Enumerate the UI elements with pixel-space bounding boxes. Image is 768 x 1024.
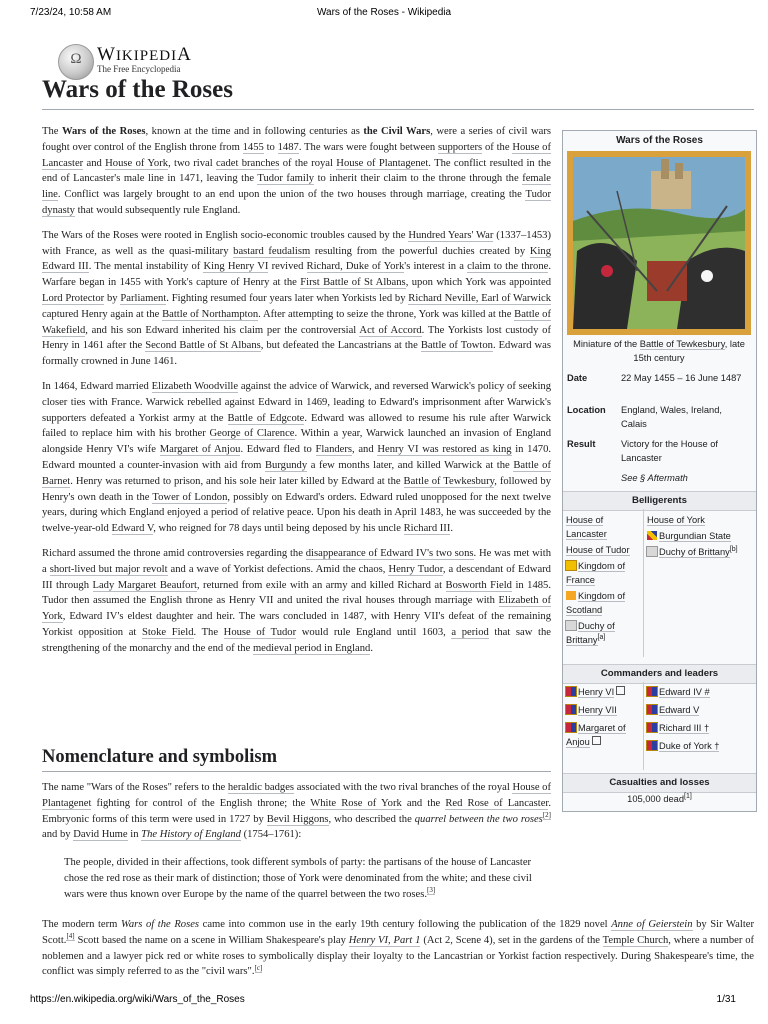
print-page-title: Wars of the Roses - Wikipedia: [316, 7, 452, 18]
commander-richard-iii[interactable]: Richard III †: [647, 721, 751, 735]
caption-link-tewkesbury[interactable]: Battle of Tewkesbury: [639, 339, 725, 349]
link-lord-protector[interactable]: Lord Protector: [42, 292, 105, 304]
belligerents-divider: [643, 509, 644, 657]
link-house-of-plantagenet[interactable]: House of Plantagenet: [336, 157, 429, 169]
anjou-arms-icon: [566, 723, 576, 732]
link-george-of-clarence[interactable]: George of Clarence: [209, 428, 295, 440]
link-cadet-branches[interactable]: cadet branches: [216, 157, 280, 169]
burgundy-flag-icon: [647, 531, 657, 540]
wikipedia-wordmark[interactable]: [97, 44, 192, 74]
commanders-left: [566, 685, 640, 749]
belligerents-left: [566, 513, 640, 647]
link-battle-edgcote[interactable]: Battle of Edgcote: [227, 412, 305, 424]
commander-duke-of-york[interactable]: Duke of York †: [647, 739, 751, 753]
belligerents-right: [647, 513, 751, 559]
link-henry-vi[interactable]: King Henry VI: [203, 261, 269, 273]
link-david-hume[interactable]: David Hume: [73, 829, 128, 841]
scotland-flag-icon: [566, 591, 576, 600]
surrender-flag-icon: [592, 736, 601, 745]
ref-c[interactable]: [c]: [254, 963, 263, 972]
commanders-header: Commanders and leaders: [563, 664, 756, 684]
belligerent-brittany-left[interactable]: Duchy of Brittany[a]: [566, 621, 615, 645]
link-edward-iii[interactable]: King Edward III: [42, 245, 551, 273]
link-house-of-york[interactable]: House of York: [105, 157, 169, 169]
result-label: Result: [567, 439, 596, 449]
casualties-value: 105,000 dead: [627, 794, 685, 804]
infobox-title: Wars of the Roses: [616, 135, 703, 146]
link-bevil-higgons[interactable]: Bevil Higgons: [266, 813, 329, 825]
link-supporters[interactable]: supporters: [438, 141, 483, 153]
blockquote-hume: The people, divided in their affections, took different symbols of party: the partisans of the house of Lancaster chose the red rose as their mark of distinction; those of York were denominated from the white; and these civil wars were thus known over Europe by the name of the quarrel between the two roses.[3]: [64, 857, 532, 900]
link-elizabeth-woodville[interactable]: Elizabeth Woodville: [151, 380, 239, 392]
commander-henry-vii[interactable]: Henry VII: [566, 703, 640, 717]
battle-miniature-image[interactable]: [567, 151, 751, 335]
link-richard-iii[interactable]: Richard III: [403, 523, 451, 535]
link-heraldic-badges[interactable]: heraldic badges: [227, 782, 295, 793]
link-female-line[interactable]: female line: [42, 173, 552, 201]
link-stoke-field[interactable]: Stoke Field: [141, 626, 194, 638]
link-house-of-tudor[interactable]: House of Tudor: [223, 626, 297, 638]
link-edward-v[interactable]: Edward V: [111, 523, 154, 535]
link-first-st-albans[interactable]: First Battle of St Albans: [300, 277, 406, 289]
print-url: https://en.wikipedia.org/wiki/Wars_of_the_Roses: [30, 994, 245, 1005]
print-datetime: 7/23/24, 10:58 AM: [30, 7, 112, 18]
link-bosworth-field[interactable]: Bosworth Field: [445, 579, 512, 591]
link-flanders[interactable]: Flanders: [315, 444, 353, 456]
result-see-aftermath[interactable]: See § Aftermath: [621, 473, 688, 483]
link-medieval-period[interactable]: medieval period in England: [252, 642, 371, 654]
link-burgundy[interactable]: Burgundy: [264, 459, 308, 471]
belligerent-brittany-right[interactable]: Duchy of Brittany[b]: [647, 545, 751, 559]
link-plantagenet-2[interactable]: House of Plantagenet: [42, 782, 552, 809]
link-red-rose[interactable]: Red Rose of Lancaster: [445, 797, 549, 809]
miniature-illustration: [567, 151, 751, 335]
commander-margaret-of-anjou[interactable]: Margaret of Anjou: [566, 723, 626, 747]
link-history-of-england[interactable]: The History of England: [141, 829, 241, 841]
commander-henry-vi[interactable]: Henry VI: [566, 685, 640, 699]
link-hundred-years-war[interactable]: Hundred Years' War: [408, 229, 494, 241]
print-page-number: 1/31: [716, 994, 736, 1005]
link-house-of-lancaster[interactable]: House of Lancaster: [42, 141, 551, 169]
york-arms-icon: [647, 705, 657, 714]
link-white-rose[interactable]: White Rose of York: [310, 797, 402, 809]
section-heading-nomenclature: Nomenclature and symbolism: [42, 747, 278, 767]
link-tower-of-london[interactable]: Tower of London: [152, 491, 228, 503]
paragraph-1: The Wars of the Roses, known at the time and in following centuries as the Civil Wars, were a series of civil wars fought over control of the English throne from 1455 to 1487. The wars were fought between supporters of the House of Lancaster and House of York, two rival cadet branches of the royal House of Plantagenet. The conflict resulted in the end of Lancaster's male line in 1471, leaving the Tudor family to inherit their claim to the throne through the female line. Conflict was largely brought to an end upon the union of the two houses through marriage, creating the Tudor dynasty that would subsequently rule England.: [42, 126, 552, 216]
lancaster-arms-icon: [566, 687, 576, 696]
date-value: 22 May 1455 – 16 June 1487: [621, 373, 742, 383]
commander-edward-v[interactable]: Edward V: [647, 703, 751, 717]
link-temple-church[interactable]: Temple Church: [602, 934, 669, 946]
link-parliament[interactable]: Parliament: [120, 292, 167, 304]
link-battle-barnet[interactable]: Battle of Barnet: [42, 459, 551, 487]
link-richard-neville[interactable]: Richard Neville, Earl of Warwick: [408, 292, 552, 304]
surrender-flag-icon: [616, 686, 625, 695]
paragraph-3: In 1464, Edward married Elizabeth Woodville against the advice of Warwick, and reversed Warwick's policy of seeking closer ties with France. Warwick rebelled against Edward in 1469, leading to Edward's imprisonment after Warwick's supporters defeated a Yorkist army at the Battle of Edgcote. Edward was allowed to resume his rule after Warwick failed to replace him with his brother George of Clarence. Within a year, Warwick launched an invasion of England alongside Henry VI's wife Margaret of Anjou. Edward fled to Flanders, and Henry VI was restored as king in 1470. Edward mounted a counter-invasion with aid from Burgundy a few months later, and killed Warwick at the Battle of Barnet. Henry was returned to prison, and his sole heir later killed by Edward at the Battle of Tewkesbury, followed by Henry's own death in the Tower of London, possibly on Edward's orders. Edward ruled unopposed for the next twelve years, during which England enjoyed a period of relative peace. Upon his death in April 1483, he was succeeded by the twelve-year-old Edward V, who reigned for 78 days until being deposed by his uncle Richard III.: [42, 380, 552, 535]
ref-2[interactable]: [2]: [542, 811, 551, 820]
york-arms-icon: [647, 687, 657, 696]
link-henry-vi-restored[interactable]: Henry VI was restored as king: [377, 444, 512, 456]
location-label: Location: [567, 405, 606, 415]
belligerents-header: Belligerents: [563, 491, 756, 511]
result-value: Victory for the House of Lancaster: [621, 439, 718, 463]
link-second-st-albans[interactable]: Second Battle of St Albans: [145, 340, 261, 352]
commanders-right: [647, 685, 751, 753]
link-battle-northampton[interactable]: Battle of Northampton: [162, 308, 259, 320]
commanders-divider: [643, 682, 644, 770]
belligerent-burgundy[interactable]: Burgundian State: [647, 529, 751, 543]
link-henry-tudor[interactable]: Henry Tudor: [388, 563, 443, 575]
york-arms-icon: [647, 723, 657, 732]
commander-edward-iv[interactable]: Edward IV #: [647, 685, 751, 699]
link-richard-duke-of-york[interactable]: Richard, Duke of York: [306, 261, 405, 273]
tudor-arms-icon: [566, 705, 576, 714]
infobox: [562, 130, 757, 812]
casualties-header: Casualties and losses: [563, 773, 756, 793]
link-battle-tewkesbury[interactable]: Battle of Tewkesbury: [403, 475, 495, 487]
york-arms-icon: [647, 741, 657, 750]
link-battle-towton[interactable]: Battle of Towton: [420, 340, 493, 352]
link-margaret-of-anjou[interactable]: Margaret of Anjou: [159, 444, 241, 456]
article-body: [42, 124, 551, 666]
brittany-flag-icon: [566, 621, 576, 630]
link-elizabeth-of-york[interactable]: Elizabeth of York: [42, 595, 551, 623]
link-anne-of-geierstein[interactable]: Anne of Geierstein: [611, 919, 693, 930]
casualties-ref[interactable]: [1]: [684, 792, 692, 800]
page-title: Wars of the Roses: [42, 76, 233, 103]
ref-4[interactable]: [4]: [66, 932, 75, 941]
link-1455[interactable]: 1455: [242, 141, 264, 153]
location-value[interactable]: England, Wales, Ireland, Calais: [621, 405, 722, 429]
belligerent-house-lancaster[interactable]: House of Lancaster: [566, 515, 607, 539]
section-divider: [42, 771, 551, 772]
belligerent-scotland[interactable]: Kingdom of Scotland: [566, 591, 626, 615]
title-divider: [42, 109, 754, 110]
link-tudor-family[interactable]: Tudor family: [257, 173, 315, 185]
link-bastard-feudalism[interactable]: bastard feudalism: [233, 245, 311, 257]
brittany-flag-icon: [647, 547, 657, 556]
link-battle-wakefield[interactable]: Battle of Wakefield: [42, 308, 552, 336]
belligerent-house-tudor[interactable]: House of Tudor: [566, 545, 630, 555]
image-caption: Miniature of the Battle of Tewkesbury, late 15th century: [573, 339, 745, 363]
ref-3[interactable]: [3]: [427, 886, 436, 895]
nomenclature-body: The name "Wars of the Roses" refers to the heraldic badges associated with the two rival branches of the royal House of Plantagenet fighting for control of the English throne; the White Rose of York and the Red Rose of Lancaster. Embryonic forms of this term were used in 1727 by Bevil Higgons, who described the quarrel between the two roses[2] and by David Hume in The History of England (1754–1761):: [42, 782, 552, 841]
link-tudor-dynasty[interactable]: Tudor dynasty: [42, 189, 551, 216]
modern-term-paragraph: The modern term Wars of the Roses came into common use in the early 19th century following the publication of the 1829 novel Anne of Geierstein by Sir Walter Scott.[4] Scott based the name on a scene in William Shakespeare's play Henry VI, Part 1 (Act 2, Scene 4), set in the gardens of the Temple Church, where a number of noblemen and a lawyer pick red or white roses to symbolically display their loyalty to the Lancastrian or Yorkist faction respectively. During Shakespeare's time, the conflict was simply referred to as the "civil wars".[c]: [42, 919, 755, 978]
link-henry-vi-part-1[interactable]: Henry VI, Part 1: [348, 934, 421, 946]
paragraph-2: The Wars of the Roses were rooted in English socio-economic troubles caused by the Hundred Years' War (1337–1453) with France, as well as the quasi-military bastard feudalism resulting from the powerful duchies created by King Edward III. The mental instability of King Henry VI revived Richard, Duke of York's interest in a claim to the throne. Warfare began in 1455 with York's capture of Henry at the First Battle of St Albans, upon which York was appointed Lord Protector by Parliament. Fighting resumed four years later when Yorkists led by Richard Neville, Earl of Warwick captured Henry again at the Battle of Northampton. After attempting to seize the throne, York was killed at the Battle of Wakefield, and his son Edward inherited his claim per the controversial Act of Accord. The Yorkists lost custody of Henry in 1461 after the Second Battle of St Albans, but defeated the Lancastrians at the Battle of Towton. Edward was formally crowned in June 1461.: [42, 229, 552, 368]
wikipedia-globe-icon[interactable]: Ω: [58, 44, 94, 80]
casualties-row: [563, 792, 756, 806]
wordmark-name: WIKIPEDIA: [97, 44, 192, 65]
link-claim-to-throne[interactable]: claim to the throne: [467, 261, 549, 273]
france-flag-icon: [566, 561, 576, 570]
belligerent-house-york[interactable]: House of York: [647, 515, 705, 525]
wordmark-tagline: The Free Encyclopedia: [97, 64, 181, 74]
link-lady-margaret-beaufort[interactable]: Lady Margaret Beaufort: [92, 579, 197, 591]
link-buckinghams-revolt[interactable]: short-lived but major revolt: [49, 563, 168, 575]
link-1487[interactable]: 1487: [277, 141, 299, 153]
paragraph-4: Richard assumed the throne amid controversies regarding the disappearance of Edward IV's two sons. He was met with a short-lived but major revolt and a wave of Yorkist defections. Amid the chaos, Henry Tudor, a descendant of Edward III through Lady Margaret Beaufort, returned from exile with an army and killed Richard at Bosworth Field in 1485. Tudor then assumed the English throne as Henry VII and united the rival houses through marriage with Elizabeth of York, Edward IV's eldest daughter and heir. The wars concluded in 1487, with Henry VII's defeat of the remaining Yorkist opposition at Stoke Field. The House of Tudor would rule England until 1603, a period that saw the strengthening of the monarchy and the end of the medieval period in England.: [42, 547, 551, 654]
link-princes-in-tower[interactable]: disappearance of Edward IV's two sons: [305, 547, 474, 559]
belligerent-france[interactable]: Kingdom of France: [566, 561, 626, 585]
link-a-period[interactable]: a period: [451, 626, 489, 638]
date-label: Date: [567, 373, 588, 383]
link-act-of-accord[interactable]: Act of Accord: [359, 324, 422, 336]
